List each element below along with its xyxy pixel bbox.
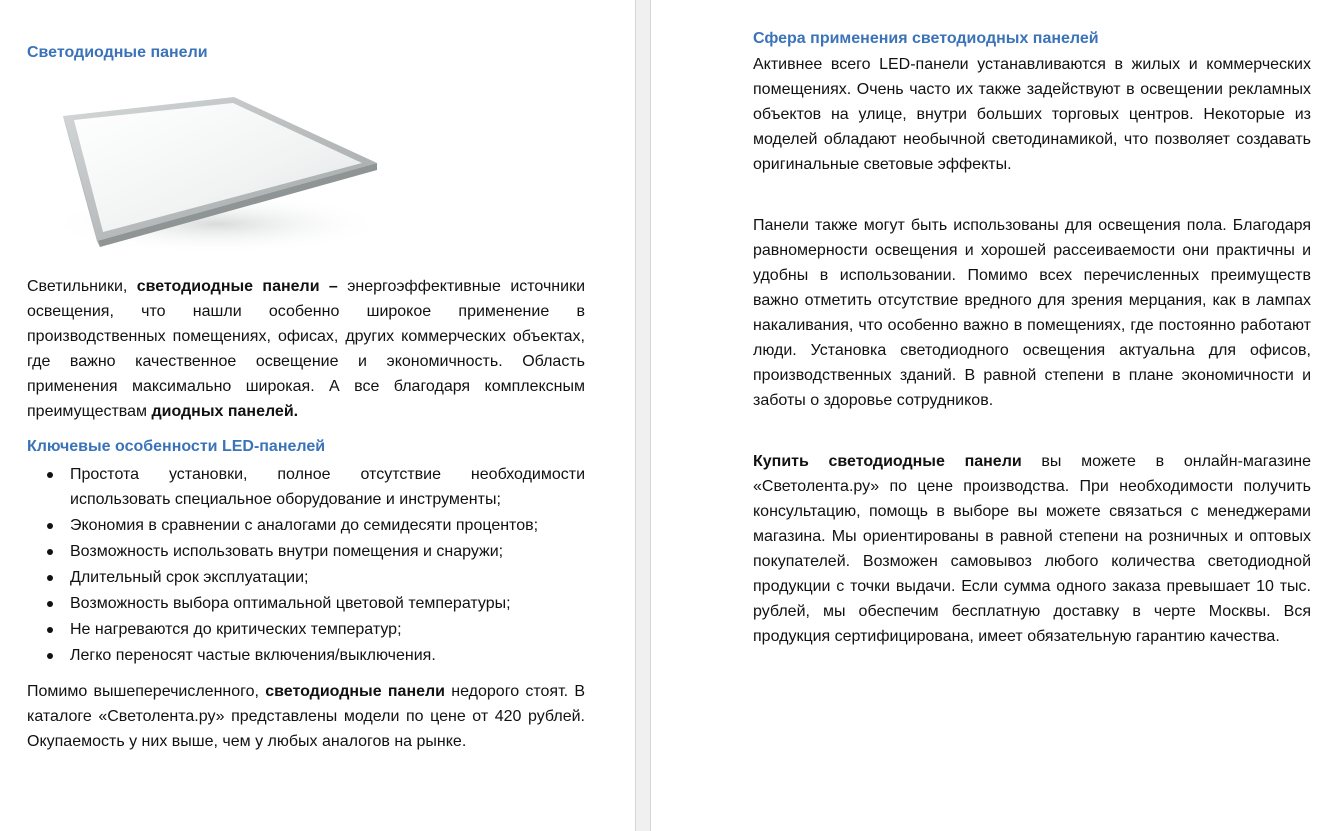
bullet-icon [47, 575, 53, 581]
features-heading-text: Ключевые особенности [27, 438, 222, 455]
applications-paragraph-2: Панели также могут быть использованы для освещения пола. Благодаря равномерности освещения и хорошей рассеиваемости они практичны и удобны в использовании. Помимо всех перечисленных преимуществ важно отметить отсутствие вредного для зрения мерцания, как в лампах накаливания, что особенно важно в помещениях, где постоянно работают люди. Установка светодиодного освещения актуальна для офисов, производственных зданий. В равной степени в плане экономичности и заботы о здоровье сотрудников. [753, 217, 1311, 409]
buy-paragraph [753, 449, 1311, 649]
list-item [27, 591, 585, 616]
features-list [27, 462, 585, 669]
buy-text: вы можете в онлайн-магазине «Светолента.ру» по цене производства. При необходимости получить консультацию, помощь в выборе вы можете связаться с менеджерами магазина. Мы ориентированы в равной степени на розничных и оптовых покупателей. Возможен самовывоз любого количества светодиодной продукции с точки выдачи. Если сумма одного заказа превышает 10 тыс. рублей, мы обеспечим бесплатную доставку в черте Москвы. Вся продукция сертифицирована, имеет обязательную гарантию качества. [753, 453, 1312, 645]
bullet-icon [47, 472, 53, 478]
list-item [27, 617, 585, 642]
list-item-text: Не нагреваются до критических температур; [70, 621, 402, 638]
features-heading [27, 436, 585, 458]
intro-text-2: энергоэффективные источники освещения, что нашли особенно широкое применение в производственных помещениях, офисах, других коммерческих объектах, где важно качественное освещение и экономичность. Область применения максимально широкая. А все благодаря комплексным преимуществам [27, 278, 586, 420]
section-heading-led-panels: Светодиодные панели [27, 44, 208, 61]
intro-bold-2: диодных панелей. [151, 403, 299, 420]
document-page-left [0, 0, 635, 831]
bullet-icon [47, 549, 53, 555]
list-item [27, 462, 585, 512]
list-item-text: Возможность использовать внутри помещения и снаружи; [70, 543, 504, 560]
bullet-icon [47, 627, 53, 633]
list-item [27, 539, 585, 564]
price-bold: светодиодные панели [265, 683, 446, 700]
buy-bold: Купить светодиодные панели [753, 453, 1022, 470]
list-item-text: Экономия в сравнении с аналогами до семидесяти процентов; [70, 517, 539, 534]
intro-text-1: Светильники, [27, 278, 137, 295]
bullet-icon [47, 653, 53, 659]
led-panel-image [27, 64, 397, 264]
intro-paragraph [27, 274, 585, 424]
document-page-right [651, 0, 1339, 831]
list-item-text: Легко переносят частые включения/выключения. [70, 647, 436, 664]
features-heading-strong: LED-панелей [221, 438, 326, 455]
bullet-icon [47, 523, 53, 529]
price-paragraph [27, 679, 585, 754]
page-gutter [635, 0, 651, 831]
list-item [27, 565, 585, 590]
led-panel-illustration [27, 64, 397, 264]
list-item-text: Длительный срок эксплуатации; [70, 569, 309, 586]
list-item [27, 513, 585, 538]
section-heading-applications: Сфера применения светодиодных панелей [753, 30, 1099, 47]
list-item-text: Возможность выбора оптимальной цветовой температуры; [70, 595, 511, 612]
applications-paragraph-1: Активнее всего LED-панели устанавливаются в жилых и коммерческих помещениях. Очень часто их также задействуют в освещении рекламных объектов на улице, внутри больших торговых центров. Некоторые из моделей обладают необычной светодинамикой, что позволяет создавать оригинальные световые эффекты. [753, 56, 1311, 173]
list-item-text: Простота установки, полное отсутствие необходимости использовать специальное оборудование и инструменты; [70, 466, 585, 508]
price-text-2: недорого стоят. В каталоге «Светолента.ру» представлены модели по цене от 420 рублей. Окупаемость у них выше, чем у любых аналогов на рынке. [27, 683, 586, 750]
list-item [27, 643, 585, 668]
price-text-1: Помимо вышеперечисленного, [27, 683, 266, 700]
intro-bold-1: светодиодные панели – [136, 278, 338, 295]
bullet-icon [47, 601, 53, 607]
